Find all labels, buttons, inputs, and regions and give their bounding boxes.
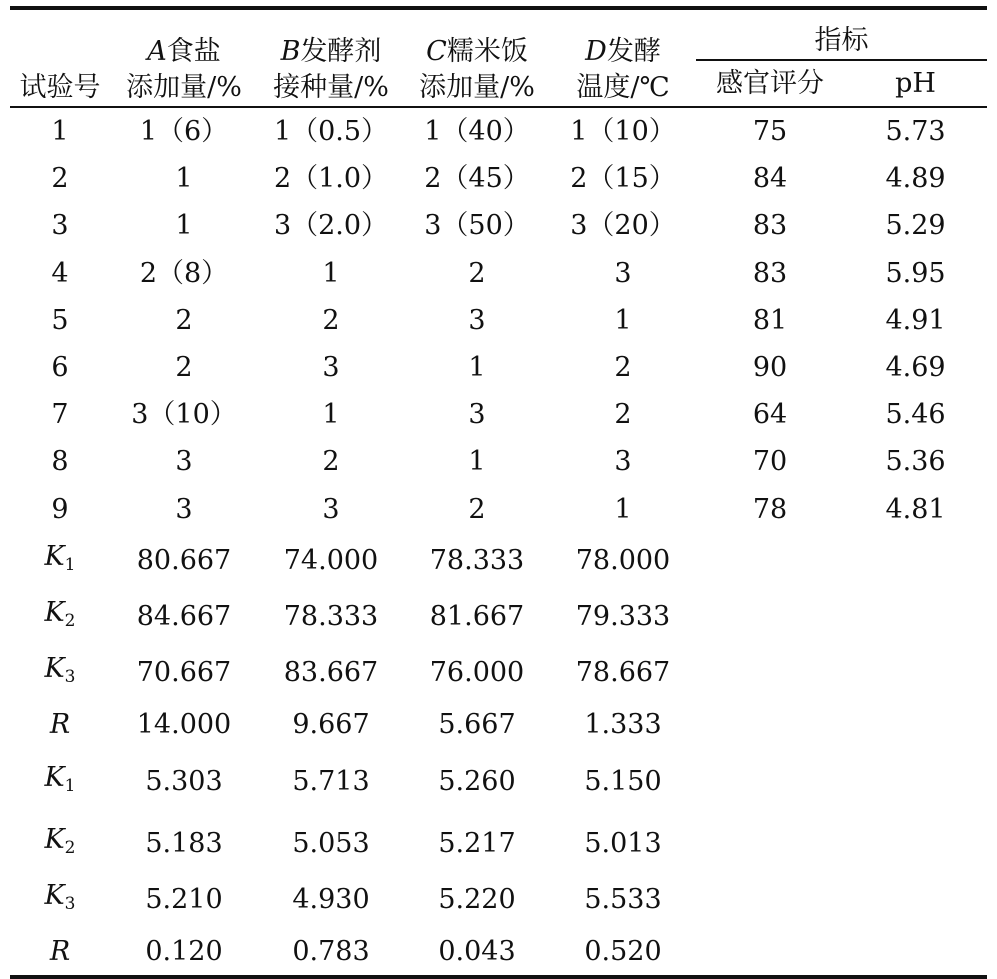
header-sensory-score: 感官评分 — [696, 60, 844, 107]
stats-label — [10, 816, 110, 872]
stats-letter: K — [44, 823, 65, 855]
stats-value: 9.667 — [292, 708, 370, 740]
stats-value: 78.000 — [575, 545, 671, 577]
stats-value: 74.000 — [283, 545, 379, 577]
table-row — [10, 155, 987, 202]
table-cell: 1 — [175, 163, 193, 195]
empty-cell — [844, 645, 987, 701]
stats-value: 5.150 — [584, 765, 662, 797]
stats-value: 84.667 — [136, 601, 232, 633]
empty-cell — [844, 533, 987, 589]
header-ph: pH — [844, 60, 987, 107]
table-cell: 5.29 — [885, 210, 946, 242]
header-factor-c-unit: 添加量/% — [419, 72, 535, 103]
stats-row — [10, 872, 987, 928]
table-cell: 84 — [752, 163, 788, 195]
table-cell: 2 — [51, 163, 69, 195]
table-cell: 81 — [752, 304, 788, 336]
table-cell: 3 — [51, 210, 69, 242]
table-cell: 7 — [51, 399, 69, 431]
table-cell: 1（0.5） — [273, 116, 389, 148]
table-cell: 83 — [752, 257, 788, 289]
header-factor-a-unit: 添加量/% — [126, 72, 242, 103]
table-cell: 9 — [51, 493, 69, 525]
table-cell: 2 — [468, 493, 486, 525]
table-cell: 5.73 — [885, 116, 946, 148]
table-cell: 1（40） — [424, 116, 530, 148]
table-cell: 3 — [614, 446, 632, 478]
stats-subscript: 2 — [64, 837, 76, 858]
header-factor-d — [550, 8, 696, 107]
table-cell: 3（2.0） — [273, 210, 389, 242]
stats-value: 1.333 — [584, 708, 662, 740]
stats-row — [10, 928, 987, 977]
table-cell: 2 — [322, 446, 340, 478]
empty-cell — [696, 872, 844, 928]
empty-cell — [696, 928, 844, 977]
table-cell: 3 — [614, 257, 632, 289]
header-factor-d-name: D发酵 — [585, 36, 661, 67]
stats-value: 78.333 — [429, 545, 525, 577]
stats-value: 70.667 — [136, 657, 232, 689]
table-cell: 3（10） — [131, 399, 237, 431]
stats-value: 83.667 — [283, 657, 379, 689]
header-factor-b-name: B发酵剂 — [280, 36, 382, 67]
stats-subscript: 3 — [64, 893, 76, 914]
stats-value: 5.303 — [145, 765, 223, 797]
table-cell: 78 — [752, 493, 788, 525]
stats-value: 4.930 — [292, 884, 370, 916]
stats-row — [10, 701, 987, 748]
table-cell: 2 — [614, 352, 632, 384]
table-row — [10, 250, 987, 297]
table-header — [10, 8, 987, 107]
stats-letter: K — [44, 761, 65, 793]
stats-value: 0.043 — [404, 928, 550, 977]
stats-subscript: 1 — [64, 554, 76, 575]
table-cell: 3 — [175, 493, 193, 525]
table-row — [10, 486, 987, 533]
table-row — [10, 202, 987, 249]
stats-row — [10, 589, 987, 645]
table-cell: 3（20） — [570, 210, 676, 242]
empty-cell — [696, 816, 844, 872]
empty-cell — [696, 701, 844, 748]
empty-cell — [844, 589, 987, 645]
empty-cell — [844, 701, 987, 748]
stats-value: 5.210 — [145, 884, 223, 916]
table-cell: 1 — [51, 116, 69, 148]
table-cell: 64 — [752, 399, 788, 431]
table-cell: 1 — [468, 352, 486, 384]
stats-row — [10, 533, 987, 589]
table-cell: 1 — [322, 257, 340, 289]
table-cell: 1（6） — [139, 116, 229, 148]
stats-subscript: 3 — [64, 666, 76, 687]
stats-label — [10, 701, 110, 748]
stats-label — [10, 589, 110, 645]
stats-value: 80.667 — [136, 545, 232, 577]
table-cell: 5.95 — [885, 257, 946, 289]
stats-value: 76.000 — [429, 657, 525, 689]
stats-value: 5.260 — [438, 765, 516, 797]
table-cell: 3 — [468, 304, 486, 336]
table-cell: 3 — [322, 352, 340, 384]
empty-cell — [844, 748, 987, 816]
empty-cell — [696, 533, 844, 589]
table-cell: 8 — [51, 446, 69, 478]
stats-letter: R — [49, 708, 71, 740]
stats-value: 78.333 — [283, 601, 379, 633]
stats-letter: K — [44, 652, 65, 684]
header-factor-c-name: C糯米饭 — [426, 36, 528, 67]
stats-value: 5.183 — [145, 828, 223, 860]
table-cell: 75 — [752, 116, 788, 148]
empty-cell — [696, 748, 844, 816]
stats-value: 5.713 — [292, 765, 370, 797]
table-cell: 70 — [752, 446, 788, 478]
header-factor-a-name: A食盐 — [147, 36, 221, 67]
header-factor-c — [404, 8, 550, 107]
stats-subscript: 1 — [64, 775, 76, 796]
table-cell: 2 — [614, 399, 632, 431]
table-cell: 2 — [468, 257, 486, 289]
stats-letter: R — [49, 935, 71, 967]
header-factor-b-unit: 接种量/% — [273, 72, 389, 103]
table-cell: 3 — [322, 493, 340, 525]
table-cell: 2 — [322, 304, 340, 336]
table-cell: 2（45） — [424, 163, 530, 195]
table-cell: 1（10） — [570, 116, 676, 148]
empty-cell — [696, 589, 844, 645]
table-cell: 83 — [752, 210, 788, 242]
table-cell: 1 — [468, 446, 486, 478]
stats-value: 5.217 — [438, 828, 516, 860]
stats-subscript: 2 — [64, 610, 76, 631]
header-factor-a — [110, 8, 258, 107]
table-row — [10, 297, 987, 344]
table-cell: 4.91 — [885, 304, 946, 336]
table-cell: 2（15） — [570, 163, 676, 195]
empty-cell — [844, 872, 987, 928]
stats-value: 79.333 — [575, 601, 671, 633]
stats-value: 78.667 — [575, 657, 671, 689]
stats-letter: K — [44, 879, 65, 911]
stats-row — [10, 748, 987, 816]
stats-label — [10, 928, 110, 977]
table-row — [10, 344, 987, 391]
table-cell: 2 — [175, 352, 193, 384]
table-cell: 3 — [175, 446, 193, 478]
stats-value: 5.533 — [584, 884, 662, 916]
table-cell: 2（1.0） — [273, 163, 389, 195]
table-cell: 2 — [175, 304, 193, 336]
empty-cell — [844, 816, 987, 872]
empty-cell — [844, 928, 987, 977]
header-trial-no: 试验号 — [10, 8, 110, 107]
table-cell: 2（8） — [139, 257, 229, 289]
stats-value: 0.783 — [258, 928, 404, 977]
stats-value: 5.013 — [584, 828, 662, 860]
table-cell: 3 — [468, 399, 486, 431]
header-factor-d-unit: 温度/℃ — [576, 72, 670, 103]
stats-value: 81.667 — [429, 601, 525, 633]
stats-label — [10, 748, 110, 816]
empty-cell — [696, 645, 844, 701]
stats-row — [10, 645, 987, 701]
orthogonal-test-table — [10, 6, 987, 979]
table-row — [10, 391, 987, 438]
stats-label — [10, 533, 110, 589]
table-cell: 1 — [322, 399, 340, 431]
table-cell: 1 — [175, 210, 193, 242]
table-cell: 4.69 — [885, 352, 946, 384]
stats-letter: K — [44, 596, 65, 628]
table-cell: 4.89 — [885, 163, 946, 195]
table-cell: 4 — [51, 257, 69, 289]
table-body — [10, 107, 987, 977]
table-cell: 3（50） — [424, 210, 530, 242]
stats-value: 0.120 — [110, 928, 258, 977]
stats-value: 5.053 — [292, 828, 370, 860]
stats-letter: K — [44, 540, 65, 572]
header-factor-b — [258, 8, 404, 107]
stats-row — [10, 816, 987, 872]
stats-value: 14.000 — [136, 708, 232, 740]
table-cell: 5.46 — [885, 399, 946, 431]
table-cell: 6 — [51, 352, 69, 384]
table-row — [10, 438, 987, 485]
table-cell: 5.36 — [885, 446, 946, 478]
stats-value: 5.667 — [438, 708, 516, 740]
stats-label — [10, 872, 110, 928]
stats-value: 0.520 — [550, 928, 696, 977]
stats-value: 5.220 — [438, 884, 516, 916]
table-cell: 90 — [752, 352, 788, 384]
table-cell: 1 — [614, 493, 632, 525]
table-cell: 5 — [51, 304, 69, 336]
table-cell: 1 — [614, 304, 632, 336]
header-indicator: 指标 — [696, 8, 987, 60]
table-row — [10, 107, 987, 155]
table-cell: 4.81 — [885, 493, 946, 525]
stats-label — [10, 645, 110, 701]
